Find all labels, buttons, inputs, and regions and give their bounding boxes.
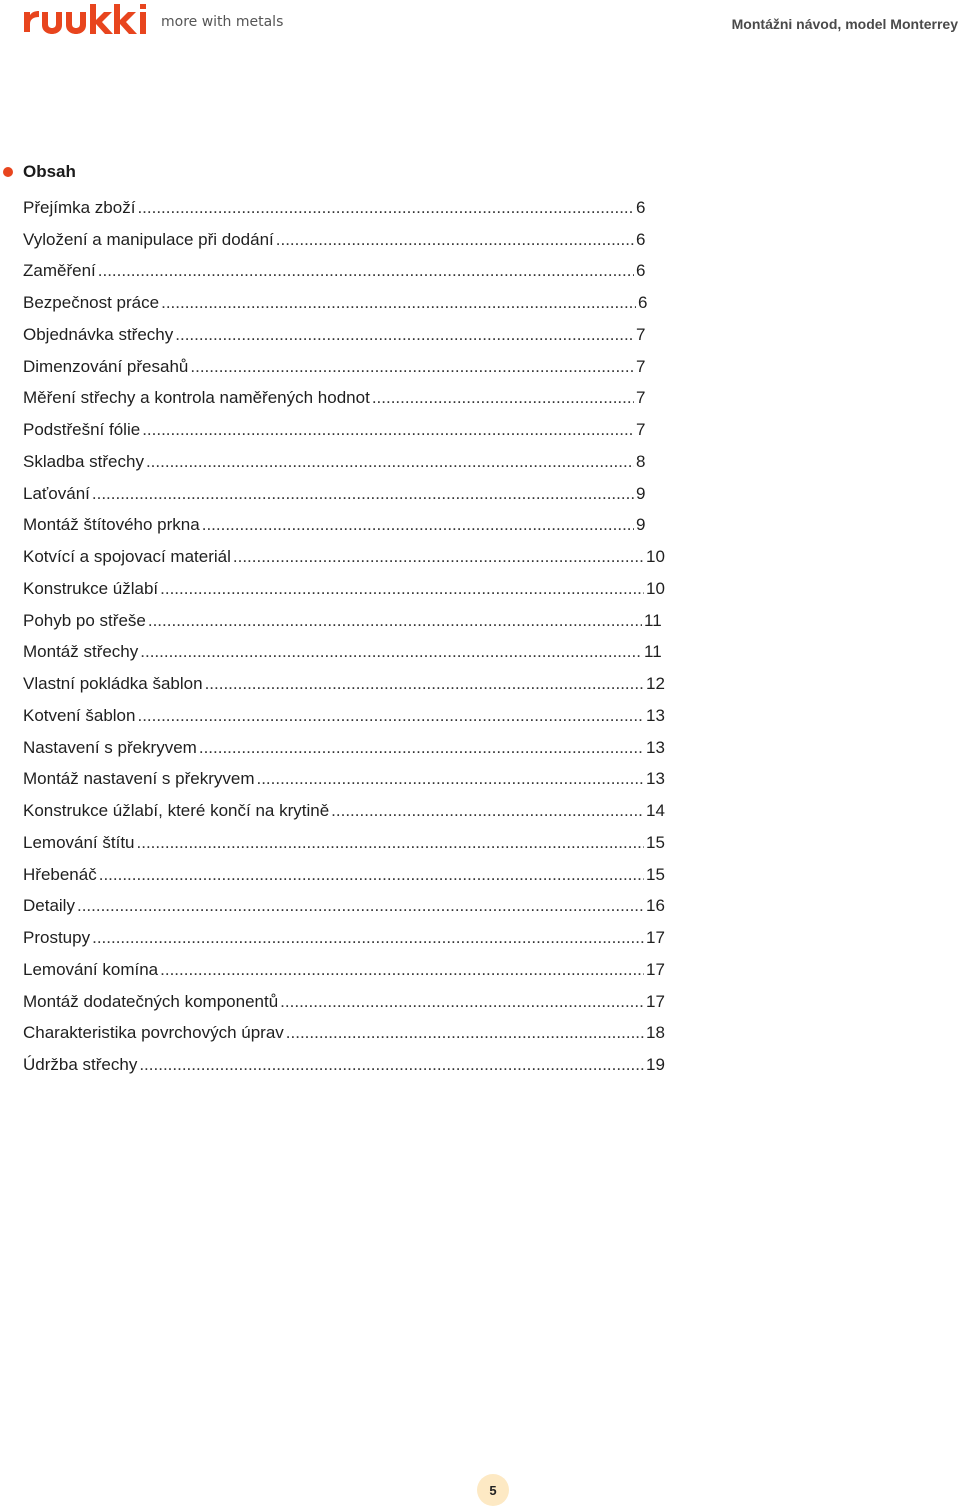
toc-entry-page: 19: [646, 1055, 665, 1075]
toc-leader-dots: [276, 230, 634, 250]
toc-heading: Obsah: [23, 162, 76, 181]
page-number-badge: 5: [477, 1474, 509, 1506]
toc-entry[interactable]: [23, 891, 666, 923]
toc-entry[interactable]: [23, 605, 664, 637]
toc-leader-dots: [160, 960, 644, 980]
toc-leader-dots: [142, 420, 634, 440]
toc-leader-dots: [137, 198, 634, 218]
toc-entry-page: 7: [636, 324, 646, 344]
toc-entry-page: 10: [646, 578, 665, 598]
toc-entry-label: Montáž štítového prkna: [23, 515, 200, 535]
toc-entry-label: Hřebenáč: [23, 864, 97, 884]
toc-entry-page: 13: [646, 737, 665, 757]
toc-entry-label: Pohyb po střeše: [23, 610, 146, 630]
toc-leader-dots: [233, 547, 644, 567]
toc-entry[interactable]: [23, 319, 656, 351]
toc-entry-label: Konstrukce úžlabí: [23, 578, 159, 598]
toc-entry[interactable]: [23, 383, 656, 415]
toc-leader-dots: [99, 865, 644, 885]
toc-entry-label: Laťování: [23, 483, 90, 503]
toc-entry-label: Zaměření: [23, 261, 96, 281]
toc-leader-dots: [202, 515, 634, 535]
toc-entry-label: Vlastní pokládka šablon: [23, 674, 203, 694]
toc-entry[interactable]: [23, 922, 666, 954]
toc-entry-label: Dimenzování přesahů: [23, 356, 189, 376]
toc-entry-page: 6: [636, 261, 646, 281]
document-title: Montážni návod, model Monterrey: [731, 16, 958, 32]
ruukki-logo: [24, 0, 152, 34]
toc-entry[interactable]: [23, 351, 656, 383]
toc-entry[interactable]: [23, 764, 666, 796]
toc-entry-label: Přejímka zboží: [23, 197, 136, 217]
toc-entry-page: 14: [646, 801, 665, 821]
toc-entry-label: Montáž střechy: [23, 642, 139, 662]
ruukki-logo-mark: [24, 4, 152, 34]
toc-entry-label: Nastavení s překryvem: [23, 737, 197, 757]
table-of-contents: [23, 192, 666, 1081]
toc-entry-page: 8: [636, 451, 646, 471]
toc-leader-dots: [190, 357, 634, 377]
toc-entry[interactable]: [23, 510, 656, 542]
toc-entry[interactable]: [23, 256, 656, 288]
toc-leader-dots: [137, 833, 644, 853]
toc-entry-label: Skladba střechy: [23, 451, 144, 471]
toc-entry[interactable]: [23, 192, 656, 224]
toc-leader-dots: [77, 896, 644, 916]
toc-entry-page: 6: [636, 229, 646, 249]
toc-entry[interactable]: [23, 859, 666, 891]
toc-entry-page: 9: [636, 483, 646, 503]
toc-entry-label: Údržba střechy: [23, 1055, 138, 1075]
toc-entry-page: 15: [646, 832, 665, 852]
toc-entry-page: 15: [646, 864, 665, 884]
toc-entry-page: 7: [636, 356, 646, 376]
toc-entry[interactable]: [23, 827, 666, 859]
toc-entry-label: Detaily: [23, 896, 75, 916]
toc-entry-page: 16: [646, 896, 665, 916]
toc-leader-dots: [139, 1055, 644, 1075]
toc-entry-label: Montáž nastavení s překryvem: [23, 769, 255, 789]
toc-entry[interactable]: [23, 700, 666, 732]
toc-leader-dots: [92, 928, 644, 948]
toc-entry[interactable]: [23, 287, 658, 319]
toc-entry-page: 10: [646, 547, 665, 567]
toc-leader-dots: [137, 706, 644, 726]
toc-leader-dots: [256, 769, 644, 789]
toc-leader-dots: [280, 992, 644, 1012]
toc-entry[interactable]: [23, 414, 656, 446]
toc-entry-page: 12: [646, 674, 665, 694]
toc-entry-page: 6: [636, 197, 646, 217]
toc-entry[interactable]: [23, 1018, 666, 1050]
toc-leader-dots: [92, 484, 634, 504]
toc-entry-page: 17: [646, 959, 665, 979]
toc-entry-label: Montáž dodatečných komponentů: [23, 991, 279, 1011]
toc-entry[interactable]: [23, 637, 664, 669]
toc-entry-page: 18: [646, 1023, 665, 1043]
toc-leader-dots: [175, 325, 634, 345]
toc-entry-page: 7: [636, 420, 646, 440]
toc-leader-dots: [148, 611, 642, 631]
toc-entry-page: 6: [638, 293, 648, 313]
toc-entry[interactable]: [23, 1049, 666, 1081]
toc-entry-page: 11: [644, 610, 662, 630]
toc-entry[interactable]: [23, 446, 656, 478]
toc-entry-label: Charakteristika povrchových úprav: [23, 1023, 284, 1043]
toc-entry-label: Lemování komína: [23, 959, 159, 979]
toc-leader-dots: [199, 738, 644, 758]
tagline: more with metals: [161, 14, 284, 30]
toc-entry[interactable]: [23, 795, 666, 827]
toc-entry-page: 11: [644, 642, 662, 662]
toc-entry-page: 17: [646, 928, 665, 948]
toc-entry[interactable]: [23, 478, 656, 510]
toc-leader-dots: [146, 452, 634, 472]
toc-leader-dots: [98, 261, 634, 281]
toc-entry-page: 17: [646, 991, 665, 1011]
toc-leader-dots: [161, 293, 636, 313]
toc-leader-dots: [331, 801, 644, 821]
toc-entry-label: Bezpečnost práce: [23, 293, 160, 313]
toc-entry[interactable]: [23, 954, 666, 986]
toc-entry-label: Vyložení a manipulace při dodání: [23, 229, 274, 249]
toc-leader-dots: [372, 388, 634, 408]
toc-entry[interactable]: [23, 573, 666, 605]
toc-entry-label: Prostupy: [23, 928, 91, 948]
toc-entry-label: Měření střechy a kontrola naměřených hodnot: [23, 388, 370, 408]
toc-entry-label: Kotvící a spojovací materiál: [23, 547, 231, 567]
toc-leader-dots: [140, 642, 642, 662]
toc-entry-label: Lemování štítu: [23, 832, 135, 852]
toc-entry-page: 7: [636, 388, 646, 408]
toc-entry-label: Konstrukce úžlabí, které končí na krytině: [23, 801, 330, 821]
toc-entry-page: 9: [636, 515, 646, 535]
toc-entry[interactable]: [23, 668, 666, 700]
toc-entry-label: Objednávka střechy: [23, 324, 174, 344]
toc-entry[interactable]: [23, 732, 666, 764]
toc-entry-label: Podstřešní fólie: [23, 420, 141, 440]
toc-leader-dots: [286, 1023, 644, 1043]
toc-entry-page: 13: [646, 769, 665, 789]
toc-entry[interactable]: [23, 986, 666, 1018]
toc-entry-page: 13: [646, 705, 665, 725]
toc-leader-dots: [160, 579, 644, 599]
heading-bullet-icon: [3, 167, 13, 177]
toc-leader-dots: [205, 674, 644, 694]
toc-entry[interactable]: [23, 541, 666, 573]
toc-entry[interactable]: [23, 224, 656, 256]
toc-entry-label: Kotvení šablon: [23, 705, 136, 725]
